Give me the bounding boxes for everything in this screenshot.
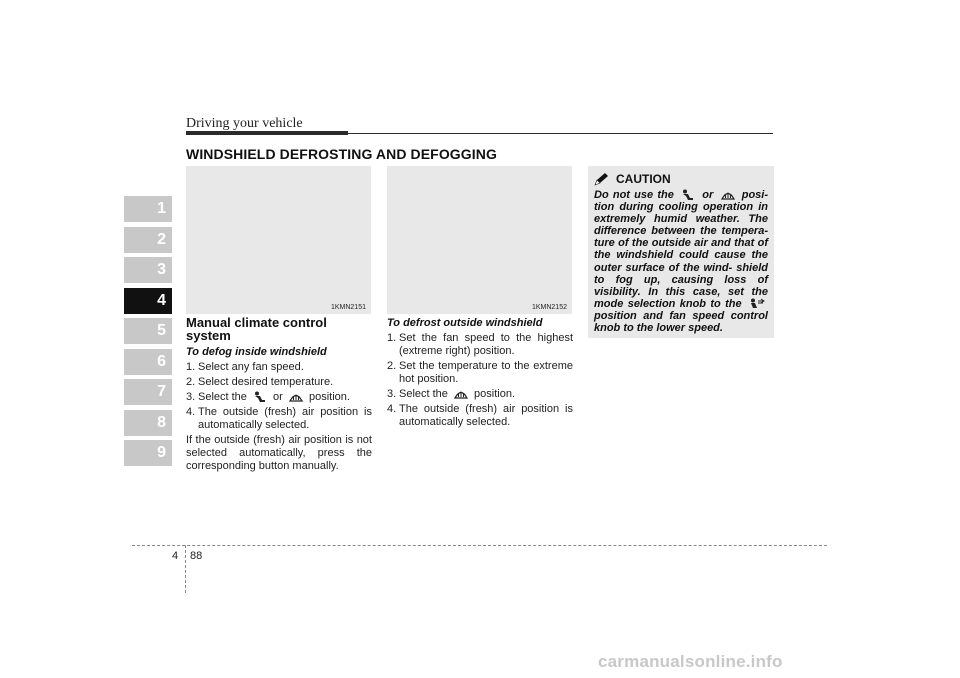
step	[387, 332, 573, 358]
caution-pencil-icon	[594, 172, 610, 186]
step-text: Select any fan speed.	[198, 361, 304, 373]
chapter-tabs	[124, 196, 172, 471]
caution-text-1: Do not use the	[594, 189, 674, 201]
chapter-tab-7[interactable]: 7	[124, 379, 172, 405]
step	[387, 388, 573, 401]
note-paragraph: If the outside (fresh) air position is not selected automatically, press the corresponding button manually.	[186, 434, 372, 472]
step-number: 2.	[186, 376, 196, 388]
caution-text-3: posi- tion during cooling operation in extremely humid weather. The difference between the tempera- ture of the outside air and that of the windshield could cause the outer surface of the wind- shield to fog up, causing loss of visibility. In this case, set the mode selection knob to the	[594, 189, 769, 310]
step	[387, 360, 573, 386]
sub-title: To defrost outside windshield	[387, 317, 543, 329]
step	[387, 403, 573, 429]
step	[186, 376, 372, 389]
chapter-tab-6[interactable]: 6	[124, 349, 172, 375]
step-text: The outside (fresh) air position is automatically selected.	[198, 406, 372, 431]
defog-instructions	[186, 316, 372, 473]
step-text-mid: or	[273, 391, 283, 403]
step-text	[399, 388, 573, 401]
step-number: 4.	[387, 403, 397, 415]
watermark: carmanualsonline.info	[598, 652, 783, 671]
step-number: 3.	[387, 388, 397, 400]
figure-code: 1KMN2152	[531, 304, 567, 311]
caution-box	[588, 166, 774, 338]
step-number: 1.	[387, 332, 397, 344]
footer-rule	[132, 545, 827, 546]
step-text: Set the temperature to the extreme hot position.	[399, 360, 573, 385]
step-text	[198, 391, 372, 404]
step	[186, 361, 372, 374]
step-text-post: position.	[308, 391, 350, 403]
chapter-tab-8[interactable]: 8	[124, 410, 172, 436]
page-number: 88	[190, 550, 203, 562]
step-text-pre: Select the	[399, 388, 448, 400]
step-number: 1.	[186, 361, 196, 373]
step-text-pre: Select the	[198, 391, 247, 403]
face-vent-icon	[749, 298, 765, 310]
figure-defog	[186, 166, 371, 314]
header-title: Driving your vehicle	[186, 116, 303, 131]
caution-header	[594, 172, 768, 186]
step-text: Select desired temperature.	[198, 376, 334, 388]
page-chapter: 4	[172, 550, 179, 562]
chapter-tab-9[interactable]: 9	[124, 440, 172, 466]
step-text-post: position.	[474, 388, 516, 400]
col-title: Manual climate control system	[186, 315, 327, 343]
step-number: 3.	[186, 391, 196, 403]
caution-title: CAUTION	[616, 172, 671, 186]
caution-text-2: or	[702, 189, 714, 201]
floor-defrost-icon	[681, 189, 695, 201]
defrost-icon	[454, 388, 468, 400]
chapter-tab-2[interactable]: 2	[124, 227, 172, 253]
header-rule	[186, 131, 348, 135]
step-text: Set the fan speed to the highest (extreme right) position.	[399, 332, 573, 357]
step	[186, 391, 372, 404]
sub-title: To defog inside windshield	[186, 346, 327, 358]
step	[186, 406, 372, 432]
floor-defrost-icon	[253, 391, 267, 403]
chapter-tab-1[interactable]: 1	[124, 196, 172, 222]
header-rule-thin	[348, 133, 773, 134]
defrost-icon	[721, 189, 735, 201]
step-number: 2.	[387, 360, 397, 372]
figure-defrost	[387, 166, 572, 314]
figure-code: 1KMN2151	[330, 304, 366, 311]
step-text: The outside (fresh) air position is automatically selected.	[399, 403, 573, 428]
section-heading: WINDSHIELD DEFROSTING AND DEFOGGING	[186, 146, 497, 162]
defrost-instructions	[387, 317, 573, 431]
chapter-tab-4[interactable]: 4	[124, 288, 172, 314]
chapter-tab-3[interactable]: 3	[124, 257, 172, 283]
caution-text	[594, 189, 768, 334]
chapter-tab-5[interactable]: 5	[124, 318, 172, 344]
caution-text-4: position and fan speed control knob to the lower speed.	[594, 309, 768, 335]
step-number: 4.	[186, 406, 196, 418]
footer-divider	[185, 545, 186, 593]
defrost-icon	[289, 391, 303, 403]
